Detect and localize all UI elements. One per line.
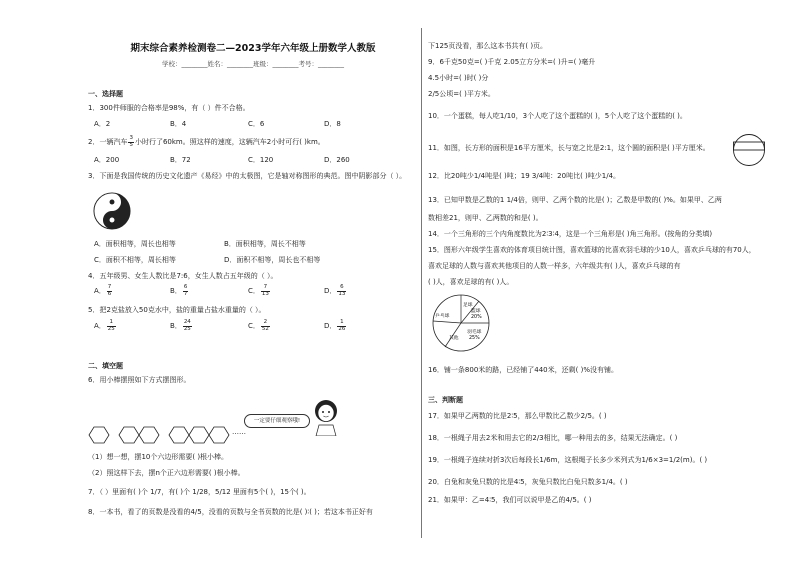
q5-a-num: 1 — [107, 320, 116, 327]
q2-text-a: 2．一辆汽车 — [88, 138, 128, 146]
question-14: 14．一个三角形的三个内角度数比为2∶3∶4，这是一个三角形是( )角三角形。(按角的分类填) — [428, 230, 713, 238]
question-2 — [88, 136, 325, 148]
q4-d-frac — [337, 285, 346, 297]
q4-a-den: 6 — [107, 290, 112, 297]
question-6-2: （2）照这样下去，摆n个正六边形需要( )根小棒。 — [88, 469, 245, 477]
q4-b-num: 6 — [183, 284, 188, 290]
question-8-cont: 下125页没看，那么这本书共有( )页。 — [428, 42, 548, 50]
q3-option-b: B．面积相等，周长不相等 — [224, 240, 306, 248]
question-1: 1．300件师服的合格率是98%，有（ ）件不合格。 — [88, 104, 250, 112]
q1-option-a: A．2 — [94, 120, 111, 128]
q5-a-label: A． — [94, 322, 106, 330]
question-13b: 数相差21，则甲、乙两数的和是( )。 — [428, 214, 543, 222]
q2-option-d: D．260 — [324, 156, 350, 164]
q2-frac-num: 3 — [129, 135, 133, 141]
question-6-1: （1）想一想，摆10个六边形需要( )根小棒。 — [88, 453, 229, 461]
q5-c-label: C． — [248, 322, 260, 330]
section-choice-heading: 一、选择题 — [88, 90, 123, 98]
q4-a-num: 7 — [107, 284, 112, 290]
section-fill-heading: 二、填空题 — [88, 362, 123, 370]
question-21: 21．如果甲：乙=4∶5，我们可以说甲是乙的4/5。( ) — [428, 496, 592, 504]
q5-b-frac — [183, 320, 192, 332]
q5-option-c — [248, 320, 271, 332]
q4-option-b — [170, 285, 189, 297]
q2-text-b: 小时行了60km。照这样的速度，这辆汽车2小时可行( )km。 — [134, 138, 325, 146]
pie-label-badminton-pct: 25% — [469, 336, 480, 341]
section-judge-heading: 三、判断题 — [428, 396, 463, 404]
q3-option-a: A．面积相等，周长也相等 — [94, 240, 176, 248]
q5-c-frac — [261, 320, 270, 332]
ellipsis: …… — [232, 428, 246, 436]
column-divider — [421, 28, 422, 538]
q3-option-c: C．面积不相等，周长相等 — [94, 256, 176, 264]
question-3: 3．下面是我国传统的历史文化遗产《易经》中的太极图，它是轴对称图形的典范。图中阴影部分（ ）。 — [88, 172, 407, 180]
question-15b: 喜欢足球的人数与喜欢其他项目的人数一样多，六年级共有( )人，喜欢乒乓球的有 — [428, 262, 681, 270]
q4-b-frac — [183, 285, 189, 297]
girl-cartoon-icon — [312, 398, 340, 436]
question-11: 11．如图，长方形的面积是16平方厘米，长与宽之比是2:1，这个圆的面积是( )平方厘米。 — [428, 144, 710, 152]
q4-option-c — [248, 285, 271, 297]
question-4: 4．五年级男、女生人数比是7:6，女生人数占五年级的（ ）。 — [88, 272, 278, 280]
question-10: 10．一个蛋糕，每人吃1/10，3个人吃了这个蛋糕的( )，5个人吃了这个蛋糕的( )。 — [428, 112, 687, 120]
q5-c-den: 52 — [261, 325, 269, 332]
student-info-line: 学校：________姓名：________班级：________考号：________ — [162, 60, 344, 68]
q4-option-a — [94, 285, 113, 297]
question-18: 18．一根绳子用去2米和用去它的2/3相比，哪一种用去的多，结果无法确定。( ) — [428, 434, 678, 442]
q2-option-c: C．120 — [248, 156, 274, 164]
question-17: 17．如果甲乙两数的比是2∶5，那么甲数比乙数少2/5。( ) — [428, 412, 607, 420]
q1-option-b: B．4 — [170, 120, 187, 128]
q5-c-num: 2 — [261, 320, 270, 327]
hexagon-pattern-figure — [84, 424, 234, 446]
page-title: 期末综合素养检测卷二—2023学年六年级上册数学人教版 — [130, 43, 376, 54]
q3-option-d: D．面积不相等，周长也不相等 — [224, 256, 321, 264]
taiji-figure — [93, 192, 131, 230]
question-15c: ( )人，喜欢足球的有( )人。 — [428, 278, 514, 286]
pie-label-badminton: 羽毛球 — [467, 330, 482, 335]
question-7: 7．（ ）里面有( )个 1/7，有( )个 1/28，5/12 里面有5个( )，15个( )。 — [88, 488, 311, 496]
q5-d-den: 26 — [338, 325, 346, 332]
pie-label-other: 其他 — [449, 336, 459, 341]
q1-option-d: D．8 — [324, 120, 341, 128]
question-9b: 4.5小时=( )时( )分 — [428, 74, 489, 82]
q4-b-den: 7 — [183, 290, 188, 297]
q4-b-label: B． — [170, 287, 182, 295]
question-19: 19．一根绳子连续对折3次后每段长1/6m，这根绳子长多少米列式为1/6×3=1/2(m)。( ) — [428, 456, 708, 464]
q4-a-frac — [107, 285, 113, 297]
pie-label-pingpong: 乒乓球 — [435, 314, 450, 319]
question-12: 12．比20吨少1/4吨是( )吨；19 3/4吨：20吨比( )吨少1/4。 — [428, 172, 621, 180]
question-9a: 9．6千克50克=( )千克 2.05立方分米=( )升=( )毫升 — [428, 58, 596, 66]
pie-label-basketball: 篮球 — [471, 309, 481, 314]
q5-d-frac — [337, 320, 346, 332]
question-5: 5．把2克盐放入50克水中，盐的重量占盐水重量的（ ）。 — [88, 306, 266, 314]
question-15a: 15．图形六年级学生喜欢的体育项目统计图，喜欢篮球的比喜欢羽毛球的少10人，喜欢乒乓球的有70人， — [428, 246, 756, 254]
q5-d-label: D． — [324, 322, 337, 330]
pie-label-basketball-pct: 20% — [471, 315, 482, 320]
q5-a-frac — [107, 320, 116, 332]
q5-a-den: 25 — [107, 325, 115, 332]
q4-d-label: D． — [324, 287, 337, 295]
q1-option-c: C．6 — [248, 120, 265, 128]
q2-fraction — [128, 136, 134, 148]
q4-c-den: 13 — [261, 290, 269, 297]
question-16: 16．铺一条800米的路，已经铺了440米，还剩( )%没有铺。 — [428, 366, 618, 374]
q4-a-label: A． — [94, 287, 106, 295]
question-6: 6．用小棒摆照如下方式摆图形。 — [88, 376, 191, 384]
pie-label-football: 足球 — [463, 303, 473, 308]
question-13a: 13．已知甲数是乙数的1 1/4倍，则甲、乙两个数的比是( )；乙数是甲数的( )%。如果甲、乙两 — [428, 196, 722, 204]
q4-d-num: 6 — [337, 285, 346, 292]
q5-b-label: B． — [170, 322, 182, 330]
q5-b-num: 24 — [183, 319, 191, 325]
rectangle-circle-figure — [732, 133, 766, 167]
q5-option-a — [94, 320, 117, 332]
q4-d-den: 13 — [338, 290, 346, 297]
speech-bubble: 一定要仔细观察哦! — [244, 414, 310, 428]
question-9c: 2/5公顷=( )平方米。 — [428, 90, 495, 98]
sports-pie-figure — [431, 293, 491, 353]
q5-option-b — [170, 320, 193, 332]
q4-c-label: C． — [248, 287, 260, 295]
q2-option-b: B．72 — [170, 156, 191, 164]
q4-option-d — [324, 285, 347, 297]
q4-c-num: 7 — [261, 285, 270, 292]
q2-option-a: A．200 — [94, 156, 120, 164]
q5-d-num: 1 — [337, 320, 346, 327]
q5-b-den: 25 — [183, 325, 191, 332]
question-8: 8．一本书，看了的页数是没看的4/5，没看的页数与全书页数的比是( )∶( )；若这本书正好有 — [88, 508, 373, 516]
question-20: 20．白兔和灰兔只数的比是4∶5，灰兔只数比白兔只数多1/4。( ) — [428, 478, 628, 486]
q5-option-d — [324, 320, 347, 332]
q2-frac-den: 5 — [129, 141, 133, 148]
q4-c-frac — [261, 285, 270, 297]
